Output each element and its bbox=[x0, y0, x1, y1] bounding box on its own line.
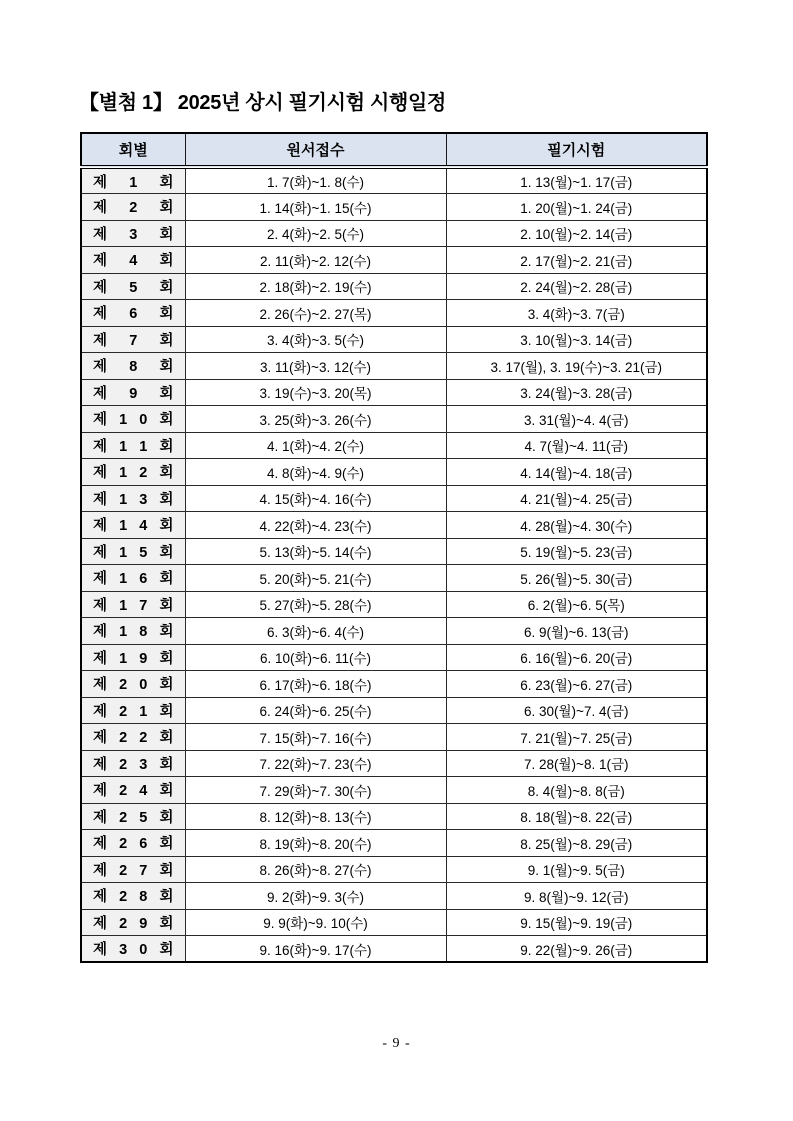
header-written-exam: 필기시험 bbox=[446, 133, 707, 167]
session-cell: 제 1 8 회 bbox=[81, 618, 185, 645]
session-cell: 제 1 9 회 bbox=[81, 644, 185, 671]
application-period-cell: 4. 15(화)~4. 16(수) bbox=[185, 485, 446, 512]
header-application-period: 원서접수 bbox=[185, 133, 446, 167]
application-period-cell: 2. 18(화)~2. 19(수) bbox=[185, 273, 446, 300]
application-period-cell: 8. 19(화)~8. 20(수) bbox=[185, 830, 446, 857]
written-exam-cell: 4. 21(월)~4. 25(금) bbox=[446, 485, 707, 512]
written-exam-cell: 7. 21(월)~7. 25(금) bbox=[446, 724, 707, 751]
written-exam-cell: 1. 20(월)~1. 24(금) bbox=[446, 194, 707, 221]
application-period-cell: 4. 22(화)~4. 23(수) bbox=[185, 512, 446, 539]
table-row bbox=[81, 247, 707, 274]
session-cell: 제 2 회 bbox=[81, 194, 185, 221]
written-exam-cell: 2. 24(월)~2. 28(금) bbox=[446, 273, 707, 300]
written-exam-cell: 9. 8(월)~9. 12(금) bbox=[446, 883, 707, 910]
written-exam-cell: 3. 17(월), 3. 19(수)~3. 21(금) bbox=[446, 353, 707, 380]
written-exam-cell: 7. 28(월)~8. 1(금) bbox=[446, 750, 707, 777]
application-period-cell: 1. 7(화)~1. 8(수) bbox=[185, 167, 446, 194]
session-cell: 제 1 0 회 bbox=[81, 406, 185, 433]
table-row bbox=[81, 565, 707, 592]
session-cell: 제 2 9 회 bbox=[81, 909, 185, 936]
written-exam-cell: 5. 19(월)~5. 23(금) bbox=[446, 538, 707, 565]
written-exam-cell: 3. 10(월)~3. 14(금) bbox=[446, 326, 707, 353]
written-exam-cell: 5. 26(월)~5. 30(금) bbox=[446, 565, 707, 592]
session-cell: 제 1 3 회 bbox=[81, 485, 185, 512]
table-row bbox=[81, 644, 707, 671]
application-period-cell: 8. 12(화)~8. 13(수) bbox=[185, 803, 446, 830]
application-period-cell: 3. 25(화)~3. 26(수) bbox=[185, 406, 446, 433]
session-cell: 제 2 8 회 bbox=[81, 883, 185, 910]
table-row bbox=[81, 326, 707, 353]
session-cell: 제 3 0 회 bbox=[81, 936, 185, 963]
application-period-cell: 9. 16(화)~9. 17(수) bbox=[185, 936, 446, 963]
session-cell: 제 7 회 bbox=[81, 326, 185, 353]
table-row bbox=[81, 803, 707, 830]
table-row bbox=[81, 830, 707, 857]
application-period-cell: 5. 20(화)~5. 21(수) bbox=[185, 565, 446, 592]
session-cell: 제 2 6 회 bbox=[81, 830, 185, 857]
session-cell: 제 2 1 회 bbox=[81, 697, 185, 724]
table-row bbox=[81, 220, 707, 247]
table-row bbox=[81, 936, 707, 963]
written-exam-cell: 9. 22(월)~9. 26(금) bbox=[446, 936, 707, 963]
exam-schedule-table bbox=[80, 132, 708, 963]
table-row bbox=[81, 167, 707, 194]
table-row bbox=[81, 353, 707, 380]
written-exam-cell: 1. 13(월)~1. 17(금) bbox=[446, 167, 707, 194]
application-period-cell: 5. 13(화)~5. 14(수) bbox=[185, 538, 446, 565]
table-row bbox=[81, 300, 707, 327]
application-period-cell: 6. 24(화)~6. 25(수) bbox=[185, 697, 446, 724]
application-period-cell: 1. 14(화)~1. 15(수) bbox=[185, 194, 446, 221]
written-exam-cell: 8. 18(월)~8. 22(금) bbox=[446, 803, 707, 830]
table-row bbox=[81, 750, 707, 777]
session-cell: 제 2 4 회 bbox=[81, 777, 185, 804]
written-exam-cell: 8. 25(월)~8. 29(금) bbox=[446, 830, 707, 857]
table-row bbox=[81, 485, 707, 512]
application-period-cell: 4. 8(화)~4. 9(수) bbox=[185, 459, 446, 486]
page-number: - 9 - bbox=[382, 1036, 411, 1051]
application-period-cell: 2. 26(수)~2. 27(목) bbox=[185, 300, 446, 327]
session-cell: 제 6 회 bbox=[81, 300, 185, 327]
written-exam-cell: 3. 31(월)~4. 4(금) bbox=[446, 406, 707, 433]
application-period-cell: 9. 2(화)~9. 3(수) bbox=[185, 883, 446, 910]
session-cell: 제 2 7 회 bbox=[81, 856, 185, 883]
written-exam-cell: 6. 16(월)~6. 20(금) bbox=[446, 644, 707, 671]
session-cell: 제 1 회 bbox=[81, 167, 185, 194]
written-exam-cell: 8. 4(월)~8. 8(금) bbox=[446, 777, 707, 804]
written-exam-cell: 6. 30(월)~7. 4(금) bbox=[446, 697, 707, 724]
written-exam-cell: 3. 4(화)~3. 7(금) bbox=[446, 300, 707, 327]
session-cell: 제 1 4 회 bbox=[81, 512, 185, 539]
table-row bbox=[81, 591, 707, 618]
written-exam-cell: 4. 14(월)~4. 18(금) bbox=[446, 459, 707, 486]
application-period-cell: 7. 15(화)~7. 16(수) bbox=[185, 724, 446, 751]
table-row bbox=[81, 538, 707, 565]
session-cell: 제 1 2 회 bbox=[81, 459, 185, 486]
written-exam-cell: 9. 15(월)~9. 19(금) bbox=[446, 909, 707, 936]
session-cell: 제 1 5 회 bbox=[81, 538, 185, 565]
session-cell: 제 8 회 bbox=[81, 353, 185, 380]
table-row bbox=[81, 777, 707, 804]
table-header-row bbox=[81, 133, 707, 167]
table-row bbox=[81, 379, 707, 406]
application-period-cell: 8. 26(화)~8. 27(수) bbox=[185, 856, 446, 883]
application-period-cell: 7. 29(화)~7. 30(수) bbox=[185, 777, 446, 804]
session-cell: 제 2 3 회 bbox=[81, 750, 185, 777]
table-row bbox=[81, 512, 707, 539]
page-title: 【별첨 1】 2025년 상시 필기시험 시행일정 bbox=[79, 92, 447, 114]
written-exam-cell: 4. 7(월)~4. 11(금) bbox=[446, 432, 707, 459]
application-period-cell: 3. 4(화)~3. 5(수) bbox=[185, 326, 446, 353]
table-row bbox=[81, 459, 707, 486]
header-session: 회별 bbox=[81, 133, 185, 167]
written-exam-cell: 9. 1(월)~9. 5(금) bbox=[446, 856, 707, 883]
written-exam-cell: 6. 9(월)~6. 13(금) bbox=[446, 618, 707, 645]
session-cell: 제 1 1 회 bbox=[81, 432, 185, 459]
table-row bbox=[81, 671, 707, 698]
session-cell: 제 3 회 bbox=[81, 220, 185, 247]
session-cell: 제 9 회 bbox=[81, 379, 185, 406]
written-exam-cell: 6. 2(월)~6. 5(목) bbox=[446, 591, 707, 618]
written-exam-cell: 6. 23(월)~6. 27(금) bbox=[446, 671, 707, 698]
application-period-cell: 6. 10(화)~6. 11(수) bbox=[185, 644, 446, 671]
session-cell: 제 2 2 회 bbox=[81, 724, 185, 751]
application-period-cell: 9. 9(화)~9. 10(수) bbox=[185, 909, 446, 936]
table-row bbox=[81, 618, 707, 645]
session-cell: 제 1 7 회 bbox=[81, 591, 185, 618]
session-cell: 제 5 회 bbox=[81, 273, 185, 300]
table-row bbox=[81, 273, 707, 300]
table-row bbox=[81, 856, 707, 883]
application-period-cell: 2. 4(화)~2. 5(수) bbox=[185, 220, 446, 247]
application-period-cell: 6. 3(화)~6. 4(수) bbox=[185, 618, 446, 645]
session-cell: 제 2 0 회 bbox=[81, 671, 185, 698]
application-period-cell: 2. 11(화)~2. 12(수) bbox=[185, 247, 446, 274]
table-row bbox=[81, 697, 707, 724]
table-row bbox=[81, 883, 707, 910]
table-row bbox=[81, 406, 707, 433]
written-exam-cell: 2. 10(월)~2. 14(금) bbox=[446, 220, 707, 247]
application-period-cell: 4. 1(화)~4. 2(수) bbox=[185, 432, 446, 459]
table-row bbox=[81, 432, 707, 459]
session-cell: 제 4 회 bbox=[81, 247, 185, 274]
table-row bbox=[81, 909, 707, 936]
application-period-cell: 3. 19(수)~3. 20(목) bbox=[185, 379, 446, 406]
schedule-table-body bbox=[81, 167, 707, 962]
application-period-cell: 3. 11(화)~3. 12(수) bbox=[185, 353, 446, 380]
application-period-cell: 7. 22(화)~7. 23(수) bbox=[185, 750, 446, 777]
application-period-cell: 6. 17(화)~6. 18(수) bbox=[185, 671, 446, 698]
table-row bbox=[81, 194, 707, 221]
written-exam-cell: 4. 28(월)~4. 30(수) bbox=[446, 512, 707, 539]
written-exam-cell: 2. 17(월)~2. 21(금) bbox=[446, 247, 707, 274]
table-row bbox=[81, 724, 707, 751]
session-cell: 제 2 5 회 bbox=[81, 803, 185, 830]
written-exam-cell: 3. 24(월)~3. 28(금) bbox=[446, 379, 707, 406]
application-period-cell: 5. 27(화)~5. 28(수) bbox=[185, 591, 446, 618]
session-cell: 제 1 6 회 bbox=[81, 565, 185, 592]
